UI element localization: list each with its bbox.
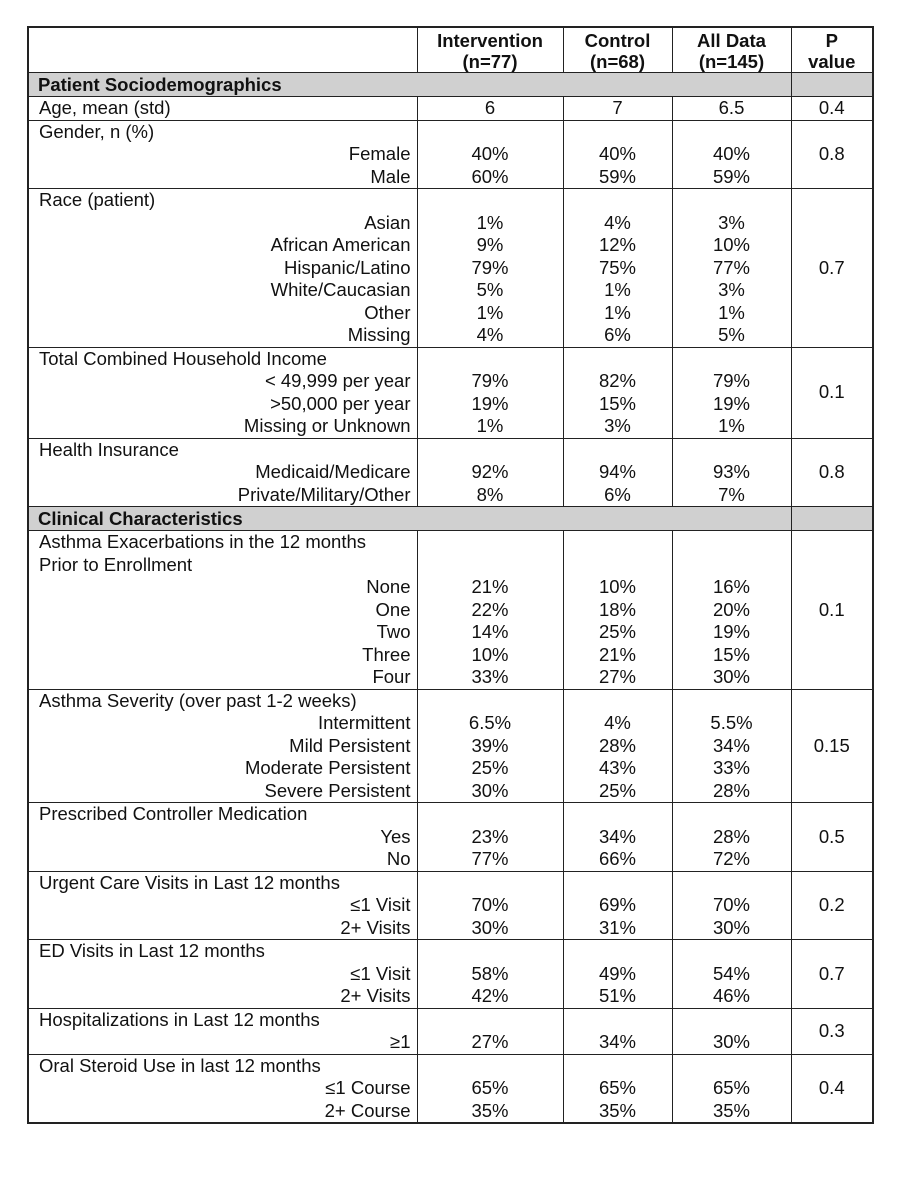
row-label: Male: [28, 166, 417, 189]
header-intervention-label: Intervention: [437, 30, 543, 51]
cell-value: 54%: [672, 963, 791, 986]
group-label: Total Combined Household Income: [28, 347, 417, 370]
section-title: Clinical Characteristics: [28, 507, 791, 531]
cell-value: 1%: [563, 279, 672, 302]
cell-value: 65%: [672, 1077, 791, 1100]
group-label: Gender, n (%): [28, 120, 417, 143]
empty-cell: [417, 531, 563, 554]
section-title: Patient Sociodemographics: [28, 73, 791, 97]
table-row: [28, 621, 873, 644]
table-row: [28, 940, 873, 963]
cell-value: 10%: [672, 234, 791, 257]
table-row: [28, 554, 873, 577]
demographics-table: [27, 26, 874, 1124]
table-row: [28, 120, 873, 143]
empty-cell: [417, 554, 563, 577]
table-row: [28, 234, 873, 257]
cell-value: 79%: [417, 257, 563, 280]
cell-value: 19%: [672, 393, 791, 416]
row-label: Private/Military/Other: [28, 484, 417, 507]
empty-cell: [672, 940, 791, 963]
table-row: [28, 871, 873, 894]
table-row: [28, 894, 873, 917]
cell-value: 15%: [672, 644, 791, 667]
cell-value: 7: [563, 97, 672, 121]
row-label: Missing or Unknown: [28, 415, 417, 438]
cell-value: 1%: [417, 212, 563, 235]
cell-value: 3%: [672, 212, 791, 235]
cell-value: 94%: [563, 461, 672, 484]
row-label: >50,000 per year: [28, 393, 417, 416]
group-label: Oral Steroid Use in last 12 months: [28, 1054, 417, 1077]
cell-value: 65%: [563, 1077, 672, 1100]
cell-value: 5%: [417, 279, 563, 302]
empty-cell: [417, 1054, 563, 1077]
table-row: [28, 1054, 873, 1077]
cell-value: 72%: [672, 848, 791, 871]
row-label: 2+ Visits: [28, 917, 417, 940]
cell-value: 79%: [672, 370, 791, 393]
empty-cell: [563, 1054, 672, 1077]
cell-value: 27%: [417, 1031, 563, 1054]
table-row: [28, 644, 873, 667]
cell-value: 19%: [417, 393, 563, 416]
cell-value: 70%: [672, 894, 791, 917]
empty-cell: [417, 120, 563, 143]
row-label: 2+ Visits: [28, 985, 417, 1008]
cell-value: 20%: [672, 599, 791, 622]
cell-value: 40%: [417, 143, 563, 166]
empty-cell: [417, 803, 563, 826]
header-intervention-n: (n=77): [462, 51, 518, 72]
cell-value: 5.5%: [672, 712, 791, 735]
cell-value: 39%: [417, 735, 563, 758]
table-row: [28, 393, 873, 416]
cell-value: 40%: [672, 143, 791, 166]
row-label: African American: [28, 234, 417, 257]
cell-value: 25%: [563, 621, 672, 644]
section-header-row: [28, 73, 873, 97]
table-row: [28, 279, 873, 302]
empty-cell: [563, 871, 672, 894]
empty-cell: [672, 1054, 791, 1077]
cell-value: 10%: [417, 644, 563, 667]
table-row: [28, 576, 873, 599]
p-value: 0.8: [791, 438, 873, 507]
cell-value: 33%: [417, 666, 563, 689]
empty-cell: [563, 554, 672, 577]
cell-value: 3%: [672, 279, 791, 302]
cell-value: 65%: [417, 1077, 563, 1100]
row-label: Hispanic/Latino: [28, 257, 417, 280]
table-row: [28, 735, 873, 758]
row-label: Other: [28, 302, 417, 325]
row-label: ≥1: [28, 1031, 417, 1054]
section-title-pad: [791, 73, 873, 97]
header-control: [563, 27, 672, 73]
row-label: Medicaid/Medicare: [28, 461, 417, 484]
row-label: Yes: [28, 826, 417, 849]
empty-cell: [672, 438, 791, 461]
table-row: [28, 1077, 873, 1100]
row-label: No: [28, 848, 417, 871]
empty-cell: [417, 1008, 563, 1031]
cell-value: 6%: [563, 324, 672, 347]
cell-value: 3%: [563, 415, 672, 438]
cell-value: 1%: [417, 415, 563, 438]
cell-value: 5%: [672, 324, 791, 347]
row-label: Age, mean (std): [28, 97, 417, 121]
empty-cell: [672, 189, 791, 212]
p-value: 0.7: [791, 940, 873, 1009]
header-control-n: (n=68): [589, 51, 645, 72]
cell-value: 28%: [672, 826, 791, 849]
empty-cell: [672, 871, 791, 894]
cell-value: 34%: [563, 1031, 672, 1054]
cell-value: 51%: [563, 985, 672, 1008]
group-label: Prescribed Controller Medication: [28, 803, 417, 826]
row-label: Moderate Persistent: [28, 757, 417, 780]
cell-value: 31%: [563, 917, 672, 940]
table-row: [28, 1008, 873, 1031]
header-p-label: P: [825, 30, 838, 51]
empty-cell: [563, 531, 672, 554]
row-label: Four: [28, 666, 417, 689]
row-label: 2+ Course: [28, 1100, 417, 1124]
cell-value: 92%: [417, 461, 563, 484]
table-row: [28, 415, 873, 438]
cell-value: 18%: [563, 599, 672, 622]
cell-value: 1%: [672, 415, 791, 438]
row-label: White/Caucasian: [28, 279, 417, 302]
cell-value: 42%: [417, 985, 563, 1008]
cell-value: 79%: [417, 370, 563, 393]
table-row: [28, 1100, 873, 1124]
empty-cell: [672, 689, 791, 712]
table-row: [28, 212, 873, 235]
header-p-value: [791, 27, 873, 73]
row-label: Severe Persistent: [28, 780, 417, 803]
cell-value: 30%: [672, 666, 791, 689]
empty-cell: [563, 120, 672, 143]
row-label: ≤1 Visit: [28, 894, 417, 917]
table-row: [28, 599, 873, 622]
table-row: [28, 461, 873, 484]
empty-cell: [417, 189, 563, 212]
cell-value: 77%: [417, 848, 563, 871]
header-value-label: value: [808, 51, 856, 72]
row-label: Two: [28, 621, 417, 644]
table-row: [28, 143, 873, 166]
group-label: Prior to Enrollment: [28, 554, 417, 577]
cell-value: 43%: [563, 757, 672, 780]
cell-value: 33%: [672, 757, 791, 780]
p-value: 0.4: [791, 97, 873, 121]
cell-value: 6%: [563, 484, 672, 507]
table-row: [28, 757, 873, 780]
p-value: 0.8: [791, 120, 873, 189]
row-label: ≤1 Course: [28, 1077, 417, 1100]
empty-cell: [563, 347, 672, 370]
empty-cell: [672, 554, 791, 577]
header-row: [28, 27, 873, 73]
cell-value: 8%: [417, 484, 563, 507]
p-value: 0.2: [791, 871, 873, 940]
cell-value: 66%: [563, 848, 672, 871]
cell-value: 9%: [417, 234, 563, 257]
row-label: Intermittent: [28, 712, 417, 735]
cell-value: 1%: [672, 302, 791, 325]
empty-cell: [563, 803, 672, 826]
table-row: [28, 780, 873, 803]
row-label: One: [28, 599, 417, 622]
table-row: [28, 531, 873, 554]
cell-value: 15%: [563, 393, 672, 416]
row-label: Missing: [28, 324, 417, 347]
cell-value: 23%: [417, 826, 563, 849]
cell-value: 21%: [563, 644, 672, 667]
cell-value: 40%: [563, 143, 672, 166]
p-value: 0.3: [791, 1008, 873, 1054]
header-all-data: [672, 27, 791, 73]
table-body: [28, 73, 873, 1124]
cell-value: 22%: [417, 599, 563, 622]
cell-value: 35%: [563, 1100, 672, 1124]
table-row: [28, 689, 873, 712]
cell-value: 7%: [672, 484, 791, 507]
header-blank: [28, 27, 417, 73]
cell-value: 58%: [417, 963, 563, 986]
empty-cell: [563, 438, 672, 461]
group-label: Health Insurance: [28, 438, 417, 461]
group-label: Hospitalizations in Last 12 months: [28, 1008, 417, 1031]
table-row: [28, 324, 873, 347]
cell-value: 21%: [417, 576, 563, 599]
table-row: [28, 712, 873, 735]
cell-value: 60%: [417, 166, 563, 189]
cell-value: 25%: [563, 780, 672, 803]
cell-value: 6.5%: [417, 712, 563, 735]
empty-cell: [417, 871, 563, 894]
cell-value: 35%: [672, 1100, 791, 1124]
table-row: [28, 438, 873, 461]
cell-value: 1%: [563, 302, 672, 325]
row-label: None: [28, 576, 417, 599]
cell-value: 46%: [672, 985, 791, 1008]
cell-value: 28%: [563, 735, 672, 758]
cell-value: 34%: [563, 826, 672, 849]
cell-value: 35%: [417, 1100, 563, 1124]
table-row: [28, 166, 873, 189]
row-label: Mild Persistent: [28, 735, 417, 758]
table-row: [28, 848, 873, 871]
empty-cell: [672, 803, 791, 826]
cell-value: 34%: [672, 735, 791, 758]
cell-value: 10%: [563, 576, 672, 599]
row-label: < 49,999 per year: [28, 370, 417, 393]
table-row: [28, 370, 873, 393]
empty-cell: [672, 347, 791, 370]
p-value: 0.1: [791, 347, 873, 438]
cell-value: 59%: [563, 166, 672, 189]
table-row: [28, 347, 873, 370]
p-value: 0.1: [791, 531, 873, 690]
empty-cell: [672, 531, 791, 554]
empty-cell: [563, 689, 672, 712]
cell-value: 59%: [672, 166, 791, 189]
group-label: Asthma Exacerbations in the 12 months: [28, 531, 417, 554]
cell-value: 30%: [417, 917, 563, 940]
table-row: [28, 257, 873, 280]
row-label: Asian: [28, 212, 417, 235]
empty-cell: [417, 347, 563, 370]
cell-value: 75%: [563, 257, 672, 280]
cell-value: 30%: [672, 917, 791, 940]
p-value: 0.15: [791, 689, 873, 803]
cell-value: 4%: [417, 324, 563, 347]
group-label: Asthma Severity (over past 1-2 weeks): [28, 689, 417, 712]
p-value: 0.7: [791, 189, 873, 348]
p-value: 0.4: [791, 1054, 873, 1123]
empty-cell: [417, 940, 563, 963]
empty-cell: [417, 438, 563, 461]
cell-value: 6: [417, 97, 563, 121]
cell-value: 4%: [563, 212, 672, 235]
row-label: ≤1 Visit: [28, 963, 417, 986]
table-row: [28, 985, 873, 1008]
header-intervention: [417, 27, 563, 73]
empty-cell: [563, 1008, 672, 1031]
cell-value: 70%: [417, 894, 563, 917]
empty-cell: [563, 940, 672, 963]
table-row: [28, 302, 873, 325]
empty-cell: [672, 120, 791, 143]
cell-value: 16%: [672, 576, 791, 599]
p-value: 0.5: [791, 803, 873, 872]
empty-cell: [672, 1008, 791, 1031]
cell-value: 69%: [563, 894, 672, 917]
cell-value: 30%: [672, 1031, 791, 1054]
cell-value: 4%: [563, 712, 672, 735]
table-row: [28, 826, 873, 849]
empty-cell: [417, 689, 563, 712]
table-row: [28, 803, 873, 826]
section-header-row: [28, 507, 873, 531]
table-row: [28, 484, 873, 507]
header-control-label: Control: [584, 30, 651, 51]
table-row: [28, 917, 873, 940]
group-label: ED Visits in Last 12 months: [28, 940, 417, 963]
cell-value: 49%: [563, 963, 672, 986]
group-label: Urgent Care Visits in Last 12 months: [28, 871, 417, 894]
header-all-data-label: All Data: [697, 30, 766, 51]
cell-value: 6.5: [672, 97, 791, 121]
cell-value: 28%: [672, 780, 791, 803]
section-title-pad: [791, 507, 873, 531]
empty-cell: [563, 189, 672, 212]
table-row: [28, 963, 873, 986]
cell-value: 30%: [417, 780, 563, 803]
row-label: Three: [28, 644, 417, 667]
cell-value: 1%: [417, 302, 563, 325]
table-row: [28, 1031, 873, 1054]
cell-value: 19%: [672, 621, 791, 644]
group-label: Race (patient): [28, 189, 417, 212]
cell-value: 27%: [563, 666, 672, 689]
cell-value: 12%: [563, 234, 672, 257]
cell-value: 77%: [672, 257, 791, 280]
cell-value: 25%: [417, 757, 563, 780]
cell-value: 93%: [672, 461, 791, 484]
cell-value: 14%: [417, 621, 563, 644]
table-row: [28, 189, 873, 212]
cell-value: 82%: [563, 370, 672, 393]
table-row: [28, 666, 873, 689]
table-row: [28, 97, 873, 121]
header-all-data-n: (n=145): [698, 51, 765, 72]
row-label: Female: [28, 143, 417, 166]
